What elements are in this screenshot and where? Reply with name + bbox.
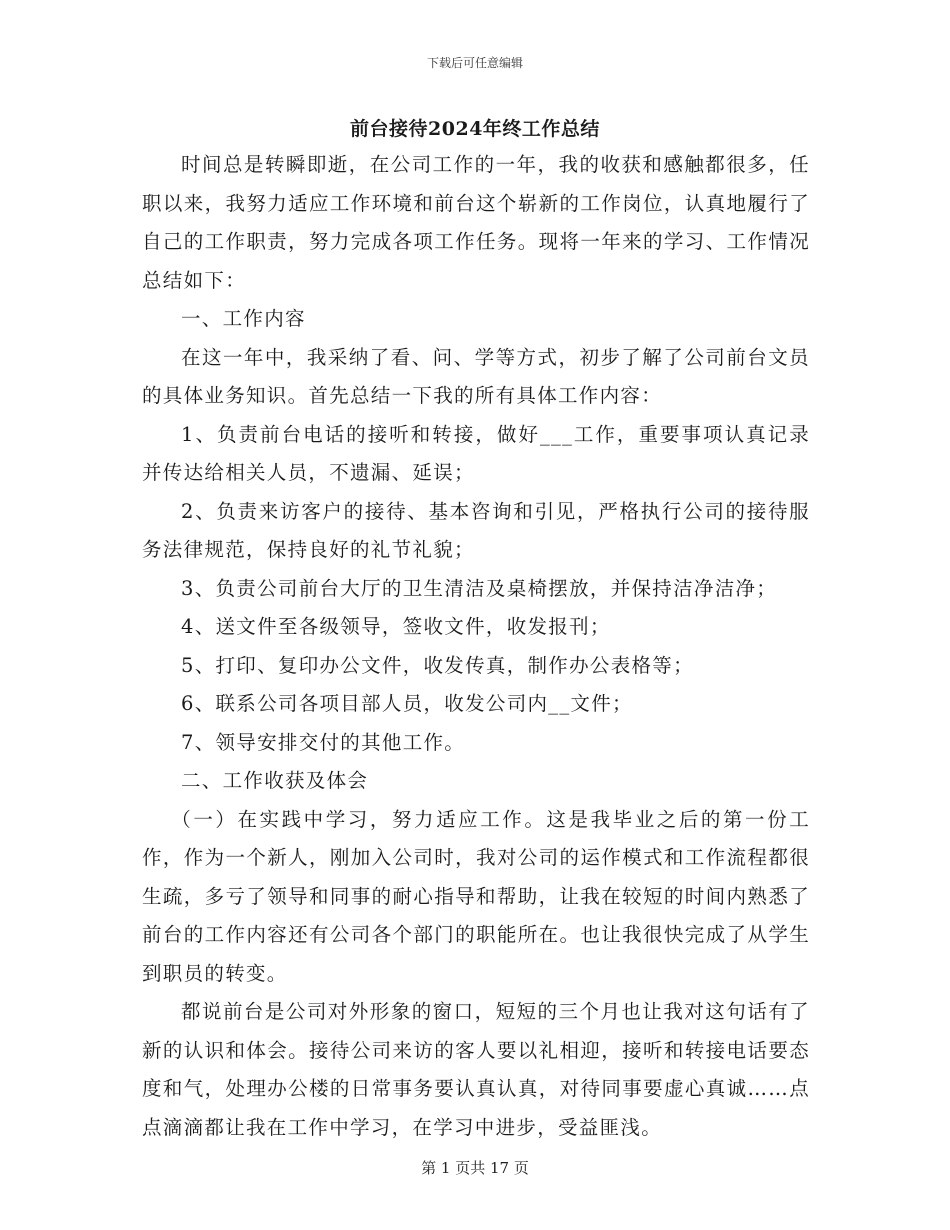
list-item-duty-1: 1、负责前台电话的接听和转接，做好___工作，重要事项认真记录并传达给相关人员，不遗漏、延误； (142, 422, 810, 484)
list-item-duty-4: 4、送文件至各级领导，签收文件，收发报刊； (181, 615, 611, 638)
paragraph-intro: 时间总是转瞬即逝，在公司工作的一年，我的收获和感触都很多，任职以来，我努力适应工作环境和前台这个崭新的工作岗位，认真地履行了自己的工作职责，努力完成各项工作任务。现将一年来的学习、工作情况总结如下： (142, 153, 810, 292)
page-number: 第 1 页共 17 页 (421, 1159, 529, 1177)
paragraph-learning-in-practice: （一）在实践中学习，努力适应工作。这是我毕业之后的第一份工作，作为一个新人，刚加入公司时，我对公司的运作模式和工作流程都很生疏，多亏了领导和同事的耐心指导和帮助，让我在较短的时间内熟悉了前台的工作内容还有公司各个部门的职能所在。也让我很快完成了从学生到职员的转变。 (142, 807, 810, 985)
document-body (142, 146, 810, 1147)
page-header-note: 下载后可任意编辑 (426, 56, 523, 70)
list-item-duty-2: 2、负责来访客户的接待、基本咨询和引见，严格执行公司的接待服务法律规范，保持良好的礼节礼貌； (142, 499, 810, 561)
document-title: 前台接待2024年终工作总结 (350, 118, 600, 140)
paragraph-work-overview: 在这一年中，我采纳了看、问、学等方式，初步了解了公司前台文员的具体业务知识。首先总结一下我的所有具体工作内容： (142, 345, 810, 407)
list-item-duty-7: 7、领导安排交付的其他工作。 (181, 730, 466, 754)
list-item-duty-6: 6、联系公司各项目部人员，收发公司内__文件； (181, 692, 633, 715)
section-heading-work-content: 一、工作内容 (181, 307, 306, 330)
list-item-duty-5: 5、打印、复印办公文件，收发传真，制作办公表格等； (181, 653, 694, 677)
list-item-duty-3: 3、负责公司前台大厅的卫生清洁及桌椅摆放，并保持洁净洁净； (181, 576, 778, 600)
paragraph-front-desk-window: 都说前台是公司对外形象的窗口，短短的三个月也让我对这句话有了新的认识和体会。接待公司来访的客人要以礼相迎，接听和转接电话要态度和气，处理办公楼的日常事务要认真认真，对待同事要虚心真诚……点点滴滴都让我在工作中学习，在学习中进步，受益匪浅。 (142, 1000, 810, 1139)
section-heading-gains: 二、工作收获及体会 (181, 769, 369, 792)
